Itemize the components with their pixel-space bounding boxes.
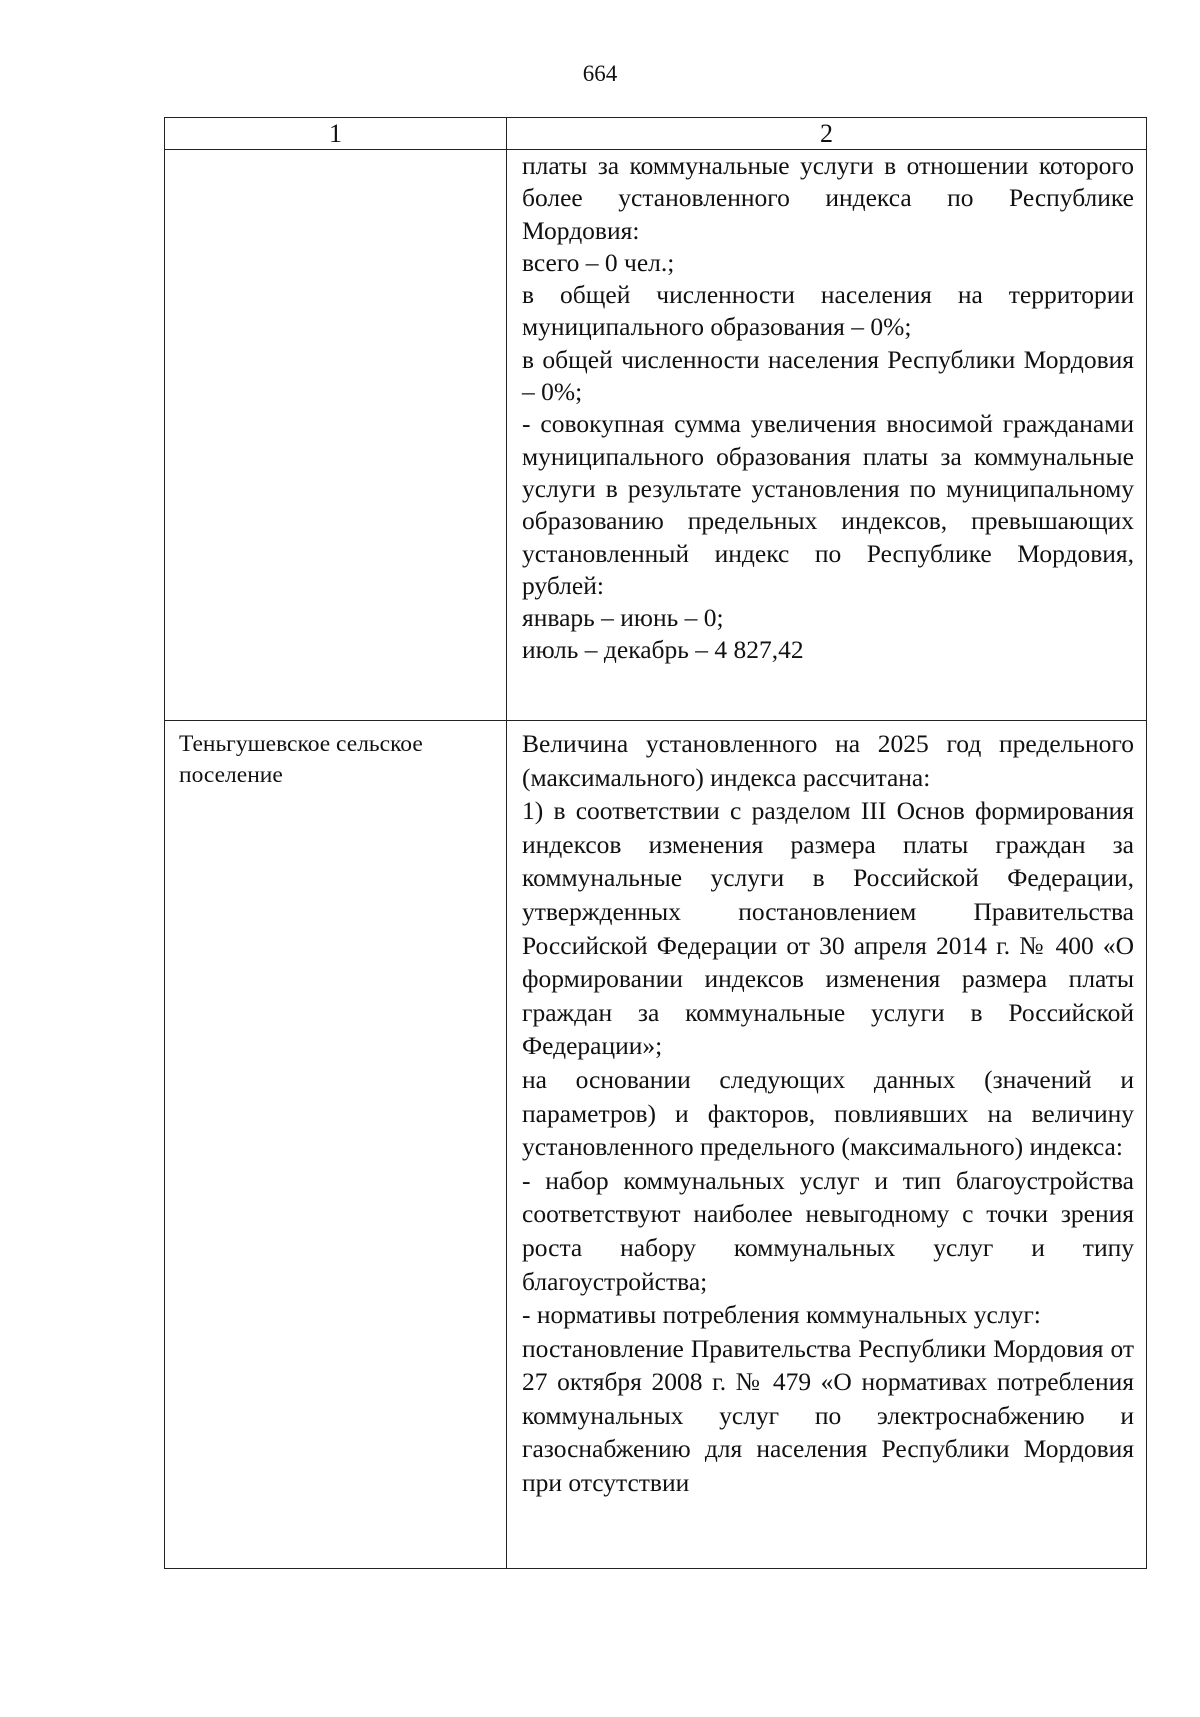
table-header-row xyxy=(165,118,1147,150)
paragraph: Величина установленного на 2025 год предельного (максимального) индекса рассчитана: xyxy=(522,729,1134,792)
table-row xyxy=(165,721,1147,1569)
municipality-cell: Теньгушевское сельское поселение xyxy=(165,721,507,1569)
description-cell xyxy=(507,150,1147,721)
document-table xyxy=(164,117,1147,1569)
column-header-1: 1 xyxy=(165,118,507,150)
paragraph: в общей численности населения Республики Мордовия – 0%; xyxy=(522,344,1134,407)
paragraph: постановление Правительства Республики Мордовия от 27 октября 2008 г. № 479 «О нормативах потребления коммунальных услуг по электроснабжению и газоснабжению для населения Республики Мордовия при отсутствии xyxy=(522,1333,1134,1498)
paragraph: платы за коммунальные услуги в отношении которого более установленного индекса по Республике Мордовия: xyxy=(522,151,1134,245)
paragraph: - нормативы потребления коммунальных услуг: xyxy=(522,1300,1041,1330)
paragraph: на основании следующих данных (значений и параметров) и факторов, повлиявших на величину установленного предельного (максимального) индекса: xyxy=(522,1064,1134,1162)
description-cell xyxy=(507,721,1147,1569)
description-text xyxy=(522,150,1134,667)
column-header-2: 2 xyxy=(507,118,1147,150)
paragraph: - совокупная сумма увеличения вносимой гражданами муниципального образования платы за коммунальные услуги в результате установления по муниципальному образованию предельных индексов, превышающих установленный индекс по Республике Мордовия, рублей: xyxy=(522,409,1134,600)
page-number: 664 xyxy=(582,61,618,86)
description-text xyxy=(522,727,1134,1500)
paragraph: всего – 0 чел.; xyxy=(522,247,675,277)
municipality-cell xyxy=(165,150,507,721)
paragraph: январь – июнь – 0; xyxy=(522,603,724,633)
table-row xyxy=(165,150,1147,721)
paragraph: - набор коммунальных услуг и тип благоустройства соответствуют наиболее невыгодному с точки зрения роста набору коммунальных услуг и типу благоустройства; xyxy=(522,1165,1134,1296)
paragraph: 1) в соответствии с разделом III Основ формирования индексов изменения размера платы граждан за коммунальные услуги в Российской Федерации, утвержденных постановлением Правительства Российской Федерации от 30 апреля 2014 г. № 400 «О формировании индексов изменения размера платы граждан за коммунальные услуги в Российской Федерации»; xyxy=(522,796,1134,1061)
paragraph: июль – декабрь – 4 827,42 xyxy=(522,635,804,665)
paragraph: в общей численности населения на территории муниципального образования – 0%; xyxy=(522,280,1134,342)
